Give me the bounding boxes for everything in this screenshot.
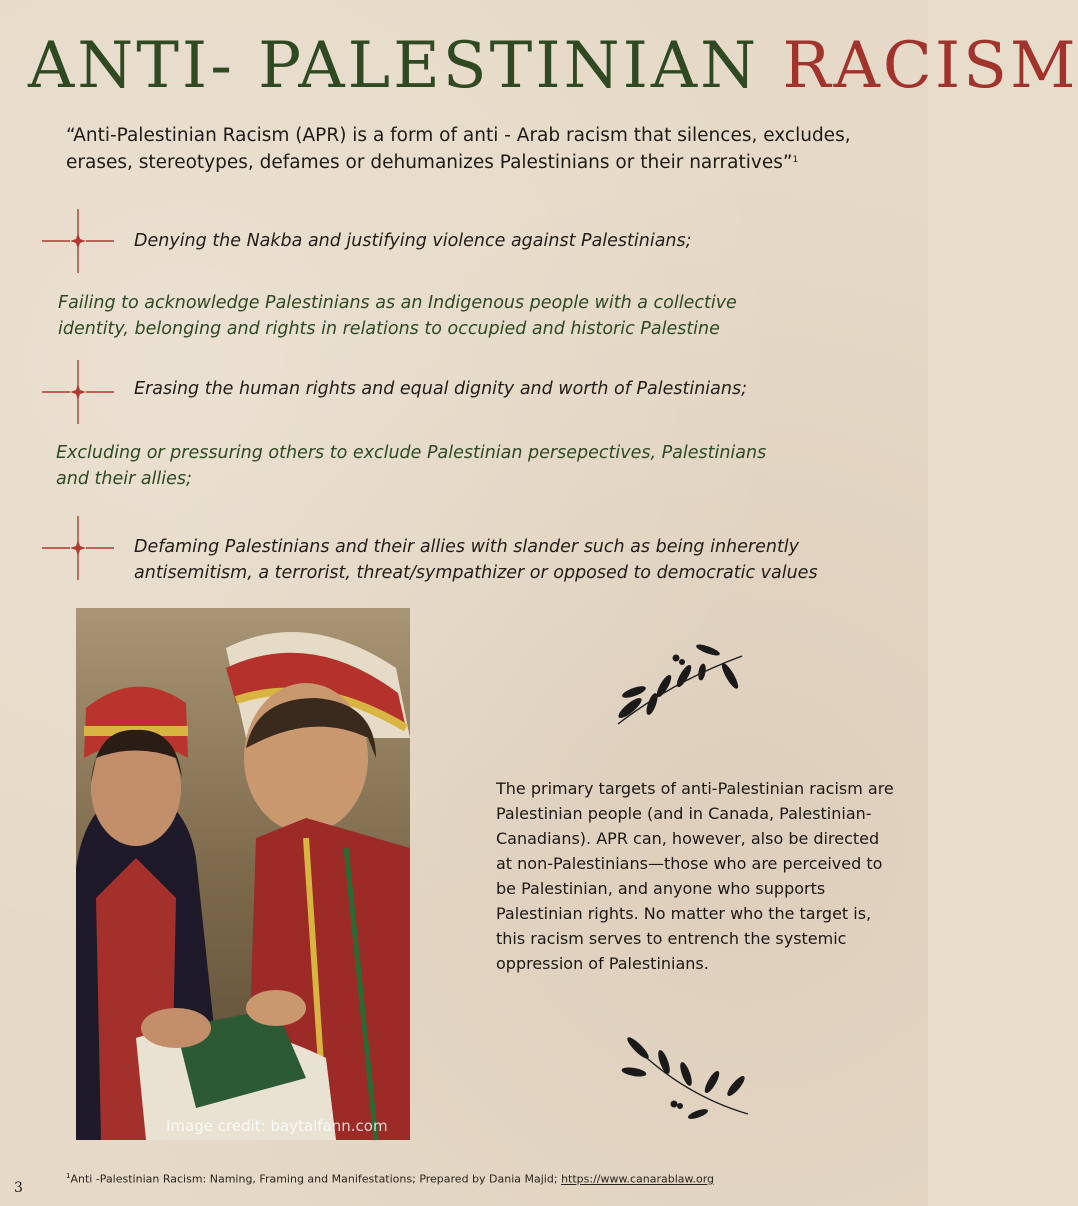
footnote [66,1172,714,1186]
list-item: Denying the Nakba and justifying violence against Palestinians; [134,231,692,251]
list-item: Failing to acknowledge Palestinians as an Indigenous people with a collective identity, belonging and rights in relations to occupied and historic Palestine [58,293,737,339]
list-item: Defaming Palestinians and their allies with slander such as being inherently antisemitism, a terrorist, threat/sympathizer or opposed to democratic values [134,537,818,583]
definition-quote [66,122,896,176]
arched-photo [76,608,410,1140]
footnote-number: 1 [66,1172,71,1180]
list-item: Excluding or pressuring others to exclude Palestinian persepectives, Palestinians and their allies; [56,443,767,489]
title-part-1: ANTI- PALESTINIAN [28,29,760,103]
quote-footnote-ref: 1 [792,155,799,165]
sparkle-star-icon [42,205,114,277]
body-paragraph: The primary targets of anti-Palestinian racism are Palestinian people (and in Canada, Palestinian-Canadians). APR can, however, also be directed at non-Palestinians—those who are perceived to be Palestinian, and anyone who supports Palestinian rights. No matter who the target is, this racism serves to entrench the systemic oppression of Palestinians. [496,779,894,973]
footnote-text: Anti -Palestinian Racism: Naming, Framing and Manifestations; Prepared by Dania Majid; [70,1172,562,1186]
sparkle-star-icon [42,356,114,428]
quote-text: “Anti-Palestinian Racism (APR) is a form of anti - Arab racism that silences, excludes, erases, stereotypes, defames or dehumanizes Palestinians or their narratives” [66,125,851,173]
footnote-link[interactable]: https://www.canarablaw.org [561,1172,715,1186]
olive-branch-icon [620,1034,752,1122]
list-item: Erasing the human rights and equal dignity and worth of Palestinians; [134,379,747,399]
page-number: 3 [14,1180,23,1196]
page-title [28,29,1078,103]
image-credit: Image credit: baytalfann.com [166,1117,388,1135]
sparkle-star-icon [42,512,114,584]
title-part-2: RACISM [782,29,1078,103]
olive-branch-icon [612,642,748,730]
